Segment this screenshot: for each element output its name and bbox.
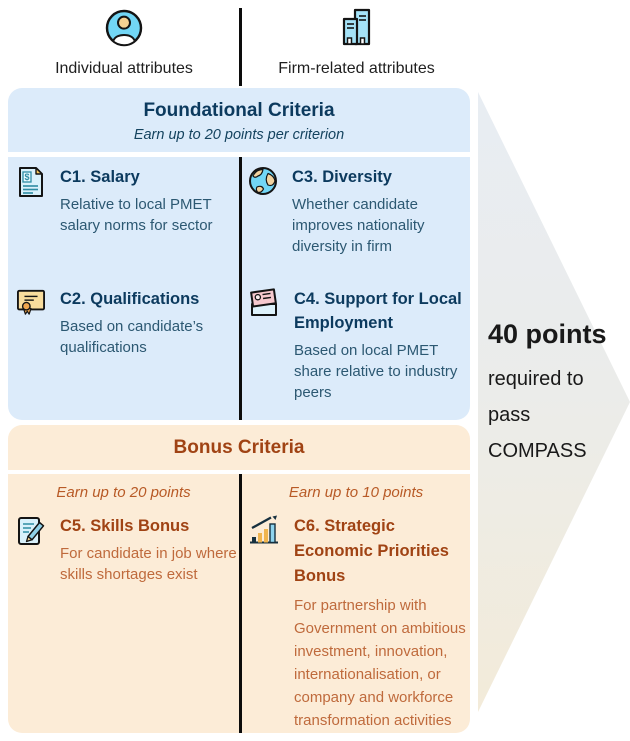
clipboard-pencil-icon [16,515,46,552]
foundational-criteria-header [8,88,470,152]
criterion-description: Whether candidate improves nationality diversity in firm [292,196,425,255]
pass-threshold-text [488,316,614,469]
criterion-description: Relative to local PMET salary norms for sector [60,196,213,234]
criterion-description: For partnership with Government on ambitious investment, innovation, internationalisation, or company and workforce transformation activities [294,597,466,729]
foundational-criteria-body [8,157,470,420]
bonus-criteria-title: Bonus Criteria [173,437,305,458]
criterion-title: C6. Strategic Economic Priorities Bonus [294,517,449,585]
bonus-left-points-note: Earn up to 20 points [56,484,191,501]
individual-attributes-column-header [8,8,240,78]
growth-chart-icon [248,515,280,550]
svg-text:$: $ [24,172,30,182]
foundational-divider-line [239,157,242,420]
criterion-title: C4. Support for Local Employment [294,290,462,332]
bonus-right-points-note: Earn up to 10 points [288,484,424,501]
criterion-title: C5. Skills Bonus [60,517,190,535]
bonus-criteria-body [8,474,470,733]
firm-attributes-column-header [243,8,470,78]
criterion-description: Based on local PMET share relative to industry peers [294,342,458,401]
header-divider-line [239,8,242,86]
foundational-criteria-subtitle: Earn up to 20 points per criterion [133,127,345,143]
firm-attributes-label: Firm-related attributes [278,60,435,77]
globe-icon [248,166,278,201]
bonus-divider-line [239,474,242,733]
criterion-c2-qualifications [16,287,235,358]
bonus-criteria-header [8,425,470,470]
criterion-c3-diversity [248,165,454,257]
criterion-c5-skills-bonus [16,514,250,585]
criterion-title: C1. Salary [60,168,140,186]
person-icon [104,8,144,53]
criterion-c1-salary [16,165,235,236]
salary-document-icon [16,166,46,203]
criterion-title: C2. Qualifications [60,290,200,308]
criterion-c6-strategic-economic-priorities-bonus [248,514,470,732]
points-value: 40 points [488,319,607,349]
criterion-title: C3. Diversity [292,168,392,186]
criterion-c4-support-local-employment [248,287,470,403]
points-caption: required to pass COMPASS [488,368,587,462]
buildings-icon [337,8,377,53]
id-cards-icon [248,288,280,323]
criterion-description: For candidate in job where skills shortages exist [60,545,237,583]
certificate-icon [16,288,46,321]
foundational-criteria-title: Foundational Criteria [143,100,335,121]
criterion-description: Based on candidate’s qualifications [60,318,204,356]
individual-attributes-label: Individual attributes [55,60,193,77]
